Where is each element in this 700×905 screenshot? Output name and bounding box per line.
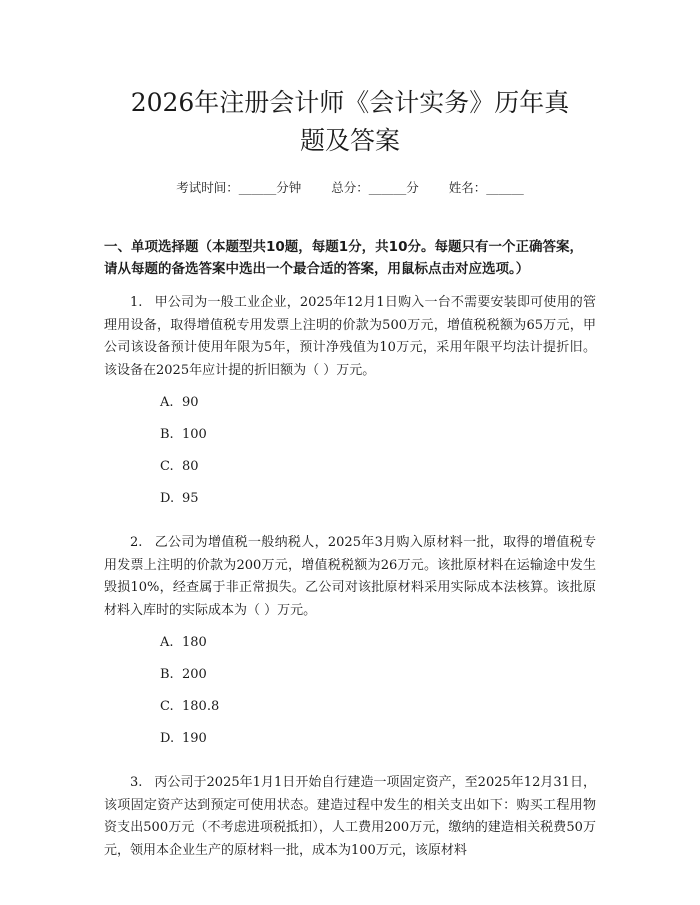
exam-meta bbox=[104, 178, 596, 196]
option-text: 180.8 bbox=[182, 699, 220, 714]
question-number: 2. bbox=[130, 535, 143, 550]
option-text: 180 bbox=[182, 635, 207, 650]
option-text: 90 bbox=[182, 395, 199, 410]
option-a[interactable] bbox=[160, 632, 596, 664]
option-text: 95 bbox=[182, 491, 199, 506]
option-letter: C. bbox=[160, 699, 174, 714]
question-number: 1. bbox=[130, 295, 143, 310]
option-d[interactable] bbox=[160, 728, 596, 760]
option-letter: B. bbox=[160, 427, 174, 442]
option-letter: C. bbox=[160, 459, 174, 474]
document-title: 2026年注册会计师《会计实务》历年真题及答案 bbox=[130, 88, 570, 155]
question-text: 乙公司为增值税一般纳税人，2025年3月购入原材料一批，取得的增值税专用发票上注明的价款为200万元，增值税税额为26万元。该批原材料在运输途中发生毁损10%，经查属于非正常损失。乙公司对该批原材料采用实际成本法核算。该批原材料入库时的实际成本为（ ）万元。 bbox=[104, 535, 596, 618]
option-text: 200 bbox=[182, 667, 207, 682]
question-1 bbox=[104, 292, 596, 382]
section-heading: 一、单项选择题（本题型共10题，每题1分，共10分。每题只有一个正确答案，请从每题的备选答案中选出一个最合适的答案，用鼠标点击对应选项。） bbox=[104, 239, 583, 277]
option-b[interactable] bbox=[160, 664, 596, 696]
exam-time: 考试时间：______分钟 bbox=[176, 180, 302, 195]
option-letter: D. bbox=[160, 731, 175, 746]
option-c[interactable] bbox=[160, 696, 596, 728]
option-letter: A. bbox=[160, 395, 174, 410]
question-3 bbox=[104, 772, 596, 862]
option-letter: D. bbox=[160, 491, 175, 506]
option-b[interactable] bbox=[160, 424, 596, 456]
option-text: 190 bbox=[182, 731, 207, 746]
question-text: 甲公司为一般工业企业，2025年12月1日购入一台不需要安装即可使用的管理用设备，取得增值税专用发票上注明的价款为500万元，增值税税额为65万元，甲公司该设备预计使用年限为5年，预计净残值为10万元，采用年限平均法计提折旧。该设备在2025年应计提的折旧额为（ ）万元。 bbox=[104, 295, 596, 378]
option-text: 80 bbox=[182, 459, 199, 474]
question-1-options bbox=[160, 392, 596, 520]
option-letter: A. bbox=[160, 635, 174, 650]
exam-name: 姓名：______ bbox=[448, 180, 524, 195]
question-text: 丙公司于2025年1月1日开始自行建造一项固定资产，至2025年12月31日，该项固定资产达到预定可使用状态。建造过程中发生的相关支出如下：购买工程用物资支出500万元（不考虑进项税抵扣），人工费用200万元，缴纳的建造相关税费50万元，领用本企业生产的原材料一批，成本为100万元，该原材料 bbox=[104, 775, 596, 858]
option-letter: B. bbox=[160, 667, 174, 682]
option-c[interactable] bbox=[160, 456, 596, 488]
question-2 bbox=[104, 532, 596, 622]
question-2-options bbox=[160, 632, 596, 760]
exam-total-score: 总分：______分 bbox=[331, 180, 419, 195]
option-text: 100 bbox=[182, 427, 207, 442]
option-d[interactable] bbox=[160, 488, 596, 520]
option-a[interactable] bbox=[160, 392, 596, 424]
question-number: 3. bbox=[130, 775, 143, 790]
